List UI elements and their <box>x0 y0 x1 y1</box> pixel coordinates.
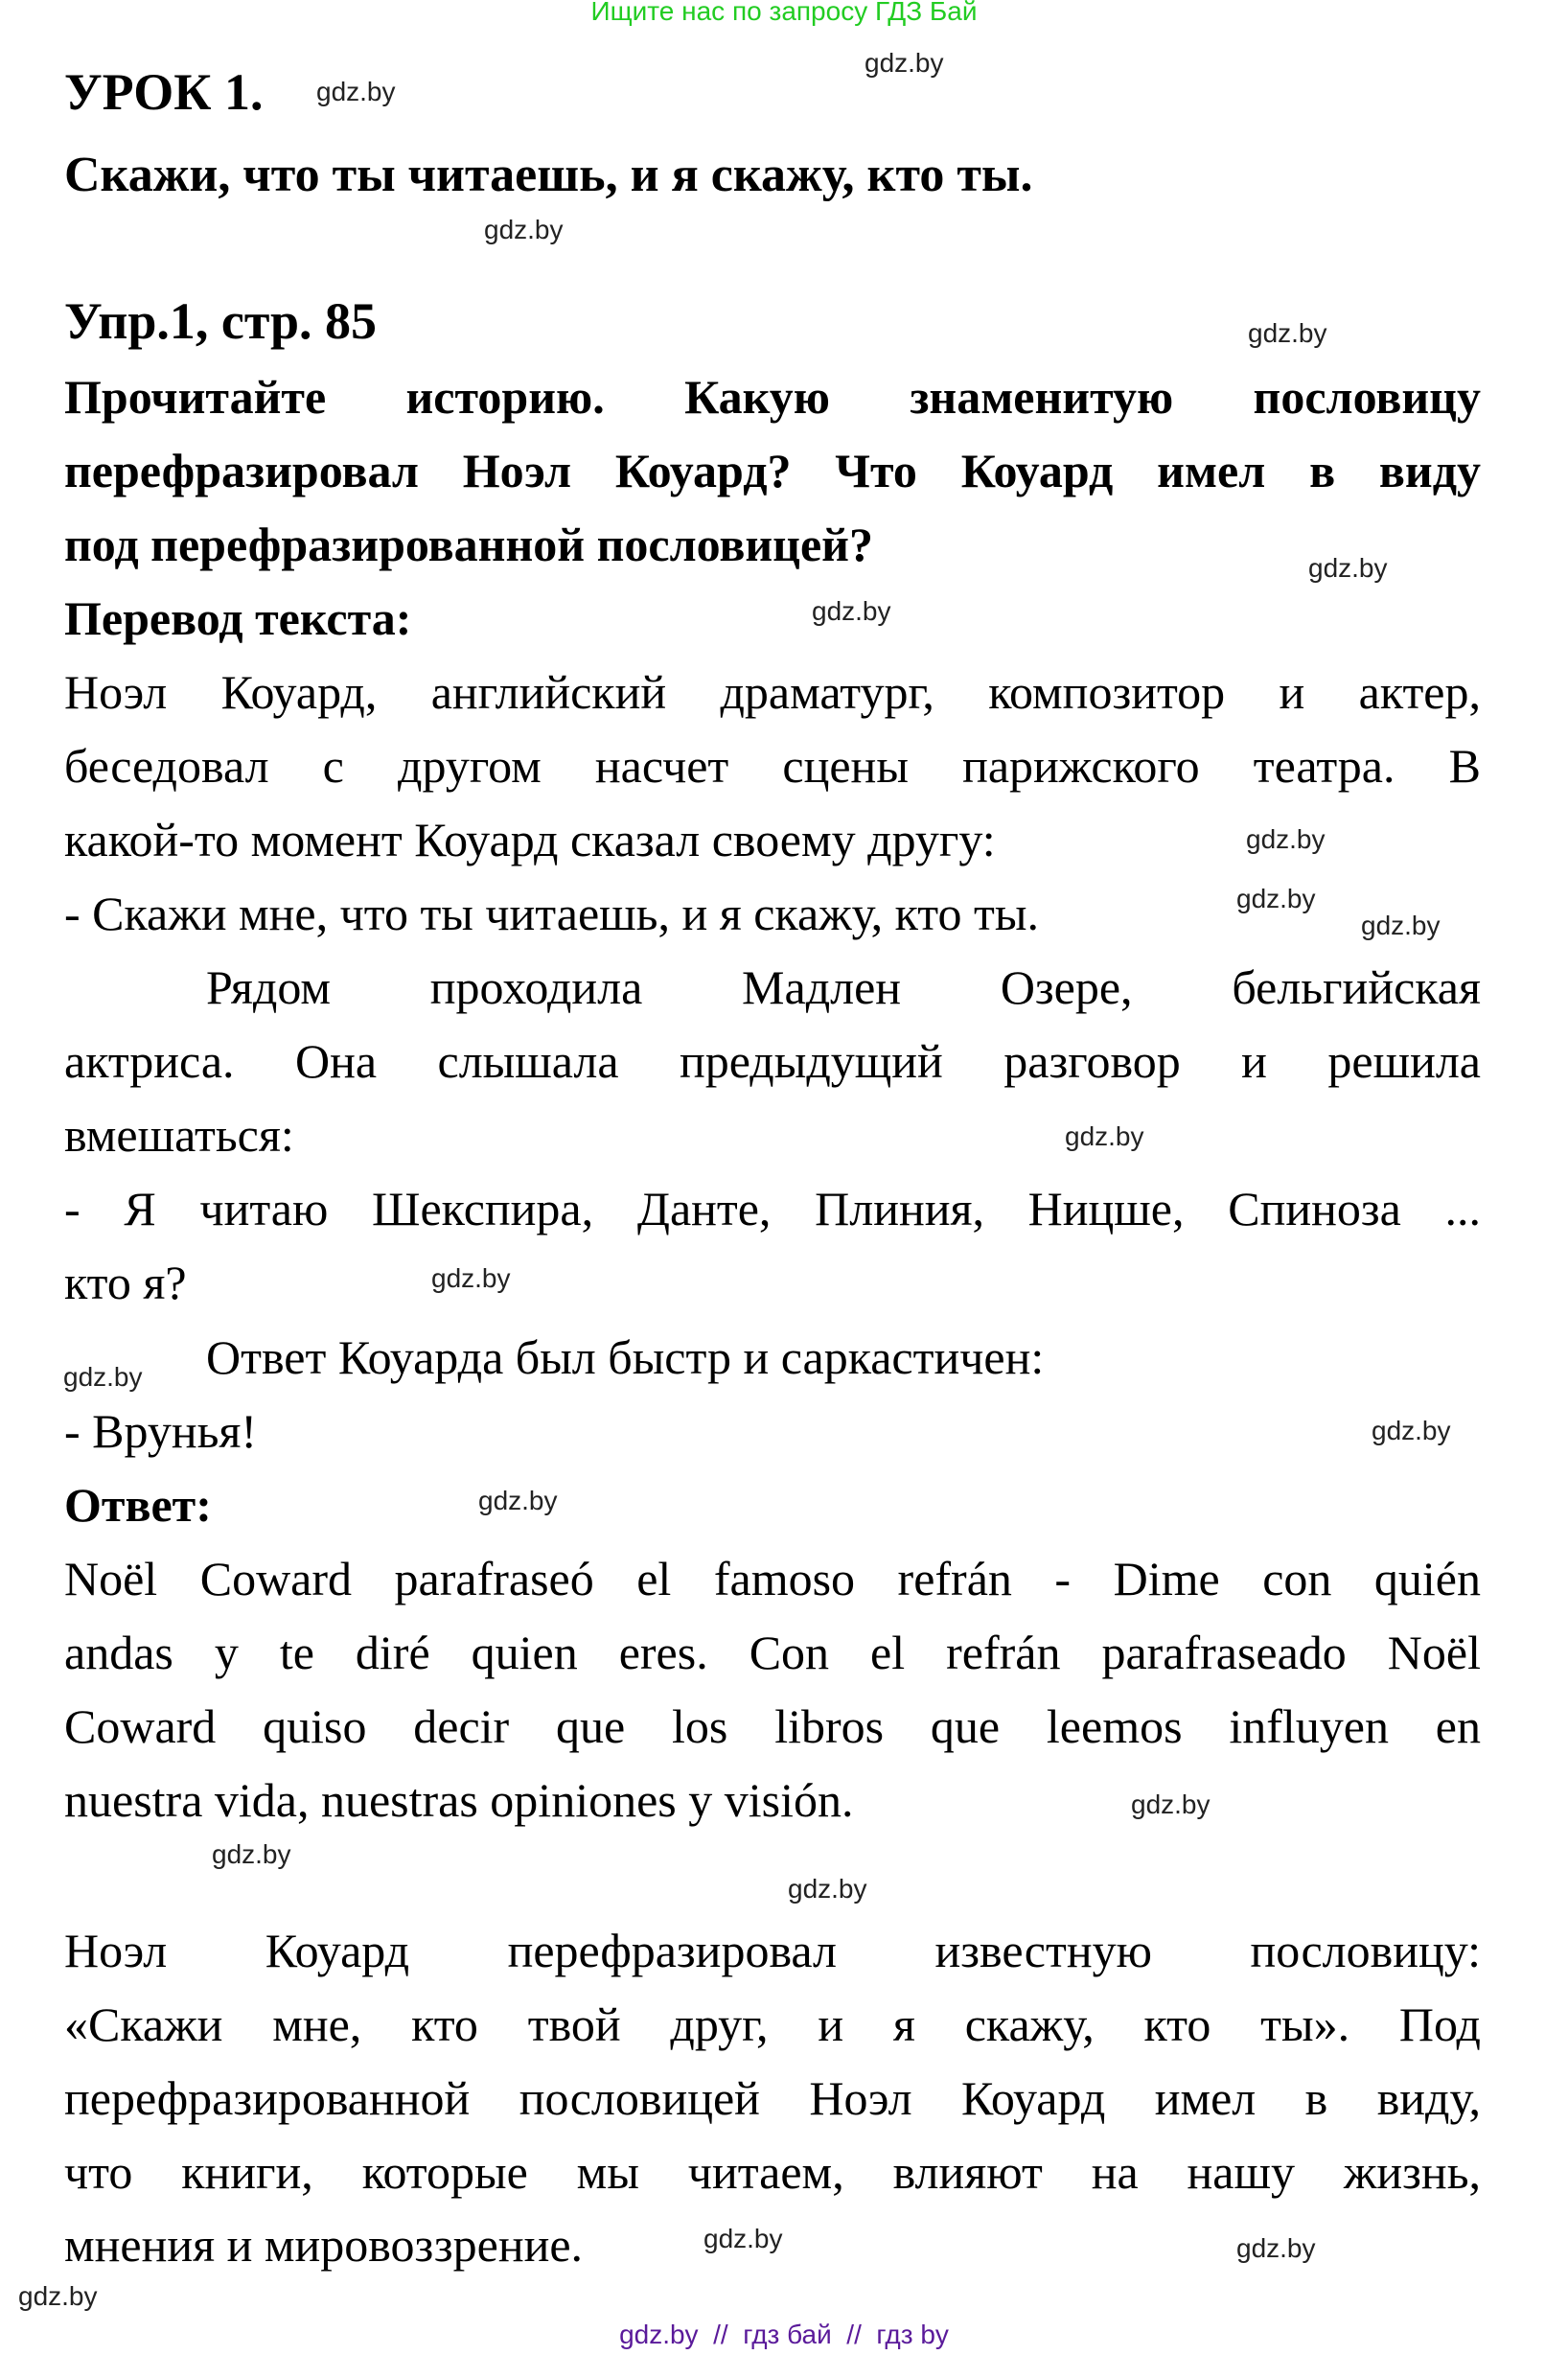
answer-spanish-line: Coward quiso decir que los libros que leemos influyen en <box>64 1699 1481 1753</box>
translation-line: - Скажи мне, что ты читаешь, и я скажу, кто ты. <box>64 887 1039 940</box>
watermark: gdz.by <box>484 215 564 244</box>
task-line: под перефразированной пословицей? <box>64 518 873 571</box>
translation-line: беседовал с другом насчет сцены парижского театра. В <box>64 739 1481 793</box>
header-banner[interactable]: Ищите нас по запросу ГДЗ Бай <box>590 0 978 26</box>
answer-spanish-line: nuestra vida, nuestras opiniones y visión. <box>64 1773 854 1827</box>
translation-line: Ноэл Коуард, английский драматург, композитор и актер, <box>64 665 1481 719</box>
watermark: gdz.by <box>316 77 396 106</box>
translation-line: - Я читаю Шекспира, Данте, Плиния, Ницше, Спиноза ... <box>64 1182 1481 1235</box>
answer-spanish-line: andas y te diré quien eres. Con el refrán parafraseado Noël <box>64 1626 1481 1679</box>
watermark: gdz.by <box>1236 884 1316 913</box>
watermark: gdz.by <box>1248 318 1327 348</box>
translation-line: Рядом проходила Мадлен Озере, бельгийская <box>206 960 1481 1014</box>
translation-heading: Перевод текста: <box>64 591 412 645</box>
watermark: gdz.by <box>431 1263 511 1293</box>
exercise-title: Упр.1, стр. 85 <box>64 292 378 350</box>
watermark: gdz.by <box>1308 553 1388 583</box>
watermark: gdz.by <box>1246 824 1326 854</box>
answer-spanish-line: Noël Coward parafraseó el famoso refrán - Dime con quién <box>64 1552 1481 1605</box>
translation-line: вмешаться: <box>64 1108 294 1162</box>
watermark: gdz.by <box>18 2281 98 2311</box>
watermark: gdz.by <box>63 1362 143 1392</box>
translation-line: актриса. Она слышала предыдущий разговор и решила <box>64 1034 1481 1088</box>
translation-line: Ответ Коуарда был быстр и саркастичен: <box>206 1330 1045 1384</box>
lesson-title: УРОК 1. <box>64 63 264 121</box>
watermark: gdz.by <box>1372 1416 1451 1445</box>
translation-line: какой-то момент Коуард сказал своему другу: <box>64 813 996 866</box>
translation-line: кто я? <box>64 1256 187 1309</box>
footer-banner[interactable]: gdz.by // гдз бай // гдз by <box>619 2320 949 2349</box>
watermark: gdz.by <box>212 1839 291 1869</box>
task-line: Прочитайте историю. Какую знаменитую пословицу <box>64 370 1481 424</box>
watermark: gdz.by <box>703 2224 783 2253</box>
task-line: перефразировал Ноэл Коуард? Что Коуард имел в виду <box>64 444 1481 497</box>
answer-russian-line: что книги, которые мы читаем, влияют на нашу жизнь, <box>64 2145 1481 2199</box>
translation-line: - Врунья! <box>64 1404 258 1458</box>
answer-heading: Ответ: <box>64 1478 212 1532</box>
watermark: gdz.by <box>865 48 944 78</box>
lesson-subtitle: Скажи, что ты читаешь, и я скажу, кто ты. <box>64 148 1033 202</box>
answer-russian-line: мнения и мировоззрение. <box>64 2218 584 2272</box>
watermark: gdz.by <box>1236 2233 1316 2263</box>
answer-russian-line: Ноэл Коуард перефразировал известную пословицу: <box>64 1924 1481 1977</box>
watermark: gdz.by <box>1131 1789 1211 1819</box>
answer-russian-line: «Скажи мне, кто твой друг, и я скажу, кто ты». Под <box>64 1997 1481 2051</box>
answer-russian-line: перефразированной пословицей Ноэл Коуард имел в виду, <box>64 2071 1481 2125</box>
watermark: gdz.by <box>812 596 891 626</box>
watermark: gdz.by <box>788 1874 867 1904</box>
watermark: gdz.by <box>478 1486 558 1515</box>
watermark: gdz.by <box>1361 911 1441 940</box>
watermark: gdz.by <box>1065 1121 1144 1151</box>
